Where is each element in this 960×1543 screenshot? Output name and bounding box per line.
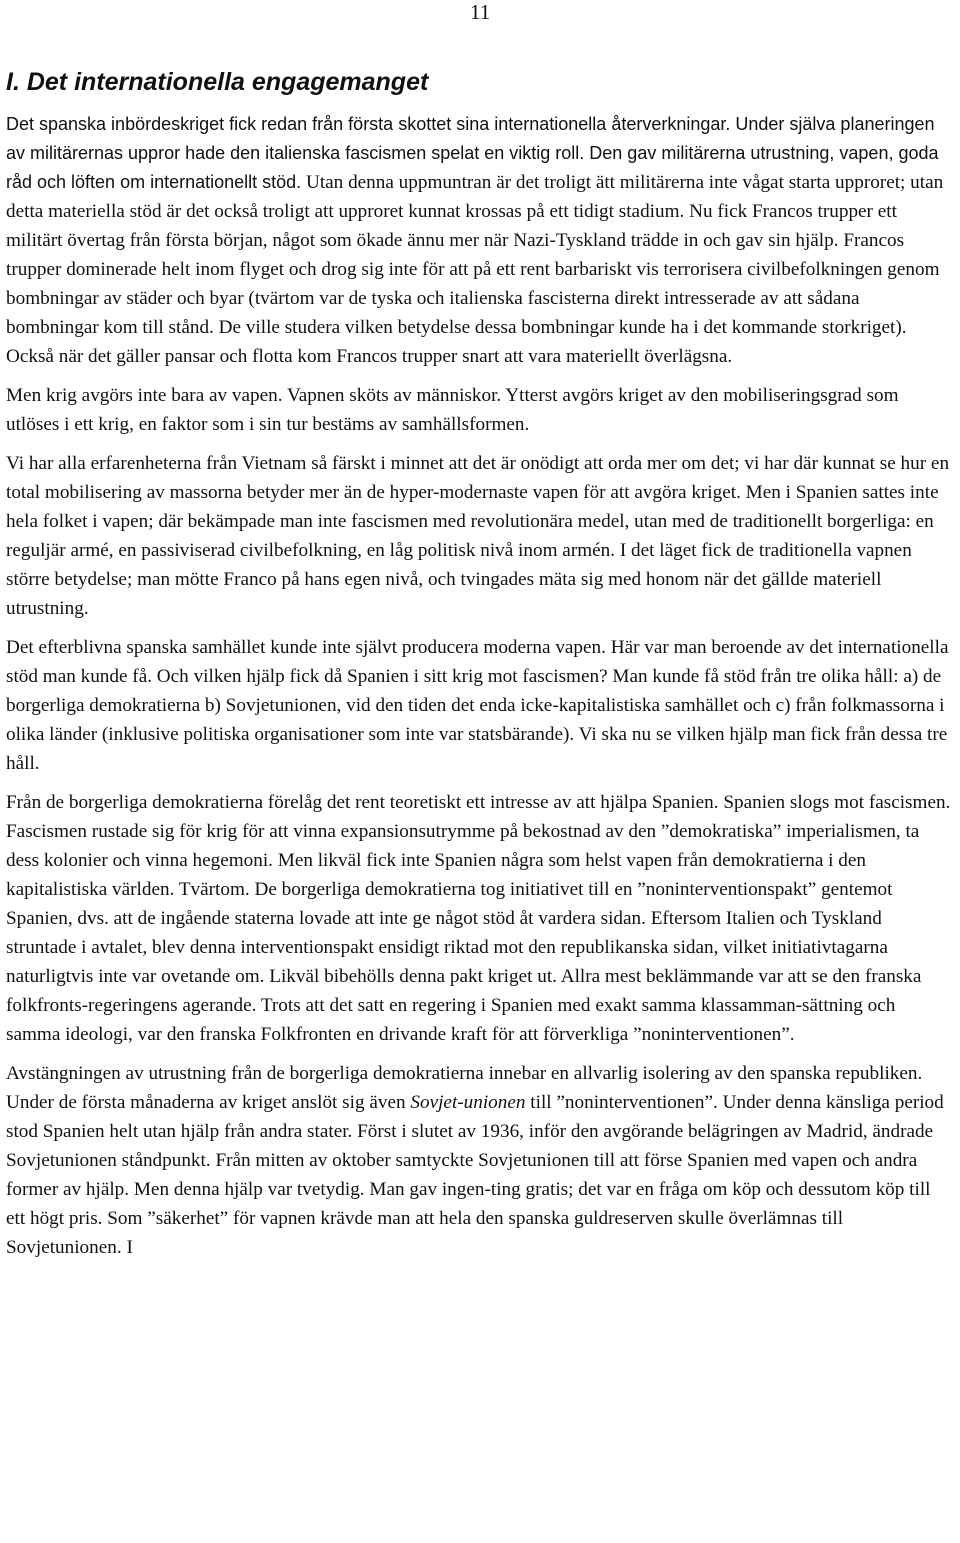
paragraph-4: Det efterblivna spanska samhället kunde inte självt producera moderna vapen. Här var man beroende av det internationella stöd man kunde få. Och vilken hjälp fick då Spanien i sitt krig mot fascismen? Man kunde få stöd från tre olika håll: a) de borgerliga demokratierna b) Sovjetunionen, vid den tiden det enda icke-kapitalistiska samhället och c) från folkmassorna i olika länder (inklusive politiska organisationer som inte var statsbärande). Vi ska nu se vilken hjälp man fick från dessa tre håll.	[6, 637, 949, 774]
paragraph-6	[6, 1059, 954, 1262]
paragraph-1-serif-run: Utan denna uppmuntran är det troligt ätt militärerna inte vågat starta upproret; utan detta materiella stöd är det också troligt att upproret kunnat krossas på ett tidigt stadium. Nu fick Francos trupper ett militärt övertag från första början, något som ökade ännu mer när Nazi-Tyskland trädde in och gav sin hjälp. Francos trupper dominerade helt inom flyget och drog sig inte för att på ett rent barbariskt vis terrorisera civilbefolkningen genom bombningar av städer och byar (tvärtom var de tyska och italienska fascisterna direkt intresserade av att sådana bombningar kom till stånd. De ville studera vilken betydelse dessa bombningar kunde ha i det kommande storkriget). Också när det gäller pansar och flotta kom Francos trupper snart att vara materiellt överlägsna.	[6, 172, 944, 367]
paragraph-6-before: Avstängningen av utrustning från de borgerliga demokratierna innebar en allvarlig isolering av den spanska republiken. Under de första månaderna av kriget anslöt sig även	[6, 1063, 923, 1113]
paragraph-2: Men krig avgörs inte bara av vapen. Vapnen sköts av människor. Ytterst avgörs kriget av den mobiliseringsgrad som utlöses i ett krig, en faktor som i sin tur bestäms av samhällsformen.	[6, 385, 899, 435]
paragraph-1-sans-run: Det spanska inbördeskriget fick redan från första skottet sina internationella återverkningar. Under själva planeringen av militärernas uppror hade den italienska fascismen spelat en viktig roll. Den gav militärerna utrustning, vapen, goda råd och löften om internationellt stöd.	[6, 114, 939, 192]
body-text	[6, 110, 954, 1272]
page-number: 11	[470, 0, 491, 24]
paragraph-6-after: till ”noninterventionen”. Under denna känsliga period stod Spanien helt utan hjälp från andra stater. Först i slutet av 1936, inför den avgörande belägringen av Madrid, ändrade Sovjetunionen ståndpunkt. Från mitten av oktober samtyckte Sovjetunionen till att förse Spanien med vapen och andra former av hjälp. Men denna hjälp var tvetydig. Man gav ingen-ting gratis; det var en fråga om köp och dessutom köp till ett högt pris. Som ”säkerhet” för vapnen krävde man att hela den spanska guldreserven skulle överlämnas till Sovjetunionen. I	[6, 1092, 944, 1258]
paragraph-1	[6, 110, 954, 371]
paragraph-5: Från de borgerliga demokratierna förelåg det rent teoretiskt ett intresse av att hjälpa Spanien. Spanien slogs mot fascismen. Fascismen rustade sig för krig för att vinna expansionsutrymme på bekostnad av den ”demokratiska” imperialismen, ta dess kolonier och vinna hegemoni. Men likväl fick inte Spanien några som helst vapen från demokratierna i den kapitalistiska världen. Tvärtom. De borgerliga demokratierna tog initiativet till en ”noninterventionspakt” gentemot Spanien, dvs. att de ingående staterna lovade att inte ge något stöd åt vardera sidan. Eftersom Italien och Tyskland struntade i avtalet, blev denna interventionspakt ensidigt riktad mot den republikanska sidan, vilket initiativtagarna naturligtvis inte var ovetande om. Likväl bibehölls denna pakt kriget ut. Allra mest beklämmande var att se den franska folkfronts-regeringens agerande. Trots att det satt en regering i Spanien med exakt samma klassamman-sättning och samma ideologi, var den franska Folkfronten en drivande kraft för att förverkliga ”noninterventionen”.	[6, 792, 951, 1045]
chapter-title: I. Det internationella engagemanget	[6, 68, 429, 96]
paragraph-6-italic: Sovjet-unionen	[410, 1092, 526, 1113]
paragraph-3: Vi har alla erfarenheterna från Vietnam så färskt i minnet att det är onödigt att orda mer om det; vi har där kunnat se hur en total mobilisering av massorna betyder mer än de hyper-modernaste vapen för att avgöra kriget. Men i Spanien sattes inte hela folket i vapen; där bekämpade man inte fascismen med revolutionära medel, utan med de traditionellt borgerliga: en reguljär armé, en passiviserad civilbefolkning, en låg politisk nivå inom armén. I det läget fick de traditionella vapnen större betydelse; man mötte Franco på hans egen nivå, och tvingades mäta sig med honom när det gällde materiell utrustning.	[6, 453, 950, 619]
